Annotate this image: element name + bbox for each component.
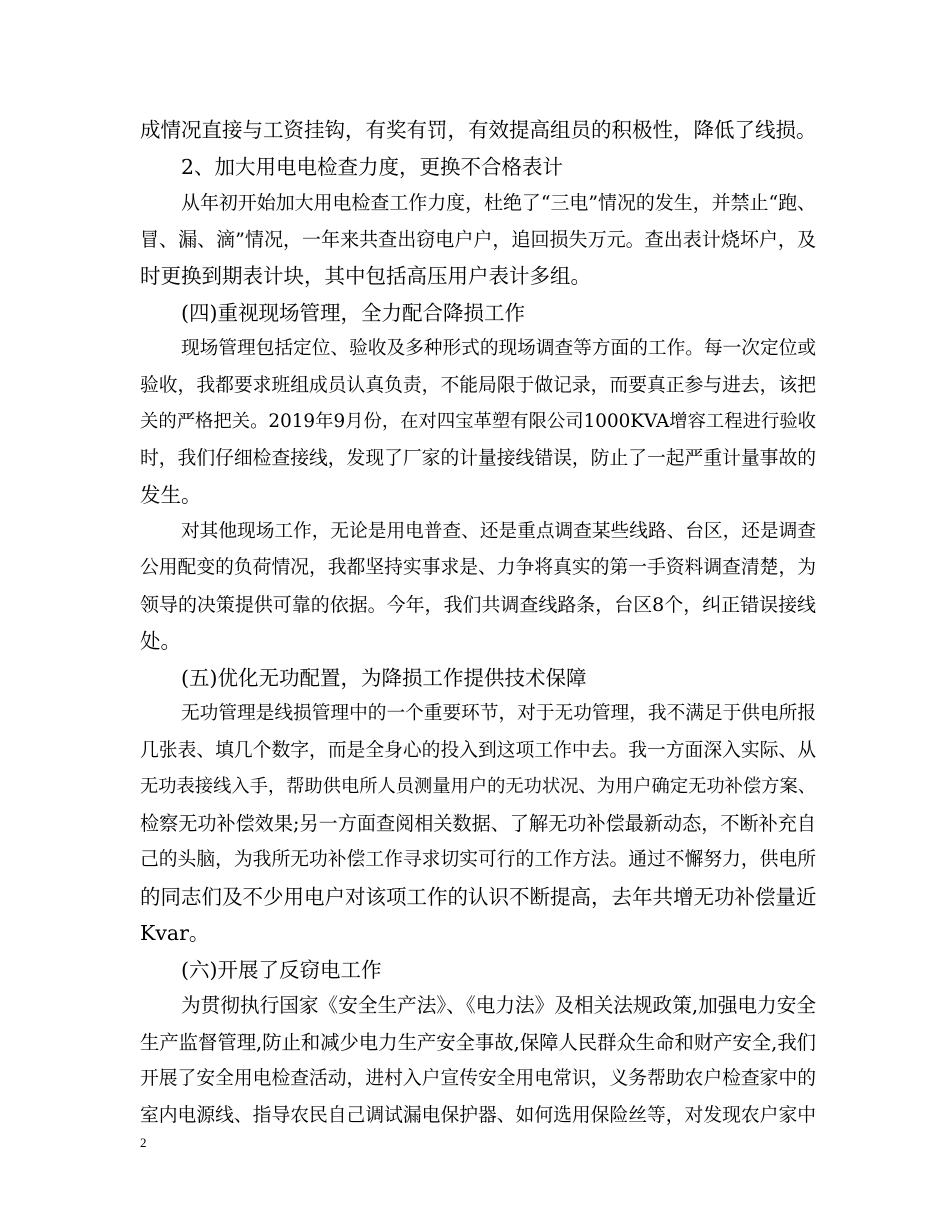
text-line: 为贯彻执行国家《安全生产法》、《电力法》及相关法规政策,加强电力安全 bbox=[181, 994, 816, 1017]
text-line: (四)重视现场管理，全力配合降损工作 bbox=[181, 300, 525, 325]
text-line: 对其他现场工作，无论是用电普查、还是重点调查某些线路、台区，还是调查 bbox=[181, 520, 816, 542]
text-line: 无功表接线入手，帮助供电所人员测量用户的无功状况、为用户确定无功补偿方案、 bbox=[140, 776, 816, 797]
text-line: 2、加大用电电检查力度，更换不合格表计 bbox=[181, 154, 564, 179]
text-line: 关的严格把关。2019年9月份，在对四宝革塑有限公司1000KVA增容工程进行验收 bbox=[140, 411, 816, 432]
text-line: 发生。 bbox=[140, 483, 202, 507]
text-line: 处。 bbox=[140, 629, 181, 653]
text-line: 从年初开始加大用电检查工作力度，杜绝了“三电”情况的发生，并禁止“跑、 bbox=[181, 192, 817, 214]
text-line: 验收，我都要求班组成员认真负责，不能局限于做记录，而要真正参与进去，该把 bbox=[140, 374, 816, 396]
text-line: (六)开展了反窃电工作 bbox=[181, 957, 382, 982]
text-line: 冒、漏、滴”情况，一年来共查出窃电户户，追回损失万元。查出表计烧坏户，及 bbox=[140, 228, 816, 251]
text-line: 检察无功补偿效果;另一方面查阅相关数据、了解无功补偿最新动态，不断补充自 bbox=[140, 811, 816, 835]
text-line: 的同志们及不少用电户对该项工作的认识不断提高，去年共增无功补偿量近 bbox=[140, 884, 817, 909]
text-line: 公用配变的负荷情况，我都坚持实事求是、力争将真实的第一手资料调查清楚，为 bbox=[140, 557, 816, 578]
text-line: 时，我们仔细检查接线，发现了厂家的计量接线错误，防止了一起严重计量事故的 bbox=[140, 447, 816, 469]
text-line: 开展了安全用电检查活动，进村入户宣传安全用电常识，义务帮助农户检查家中的 bbox=[140, 1068, 816, 1089]
text-line: 时更换到期表计块，其中包括高压用户表计多组。 bbox=[140, 264, 591, 288]
text-line: Kvar。 bbox=[140, 921, 210, 945]
text-line: 无功管理是线损管理中的一个重要环节，对于无功管理，我不满足于供电所报 bbox=[181, 703, 816, 724]
text-line: 室内电源线、指导农民自己调试漏电保护器、如何选用保险丝等，对发现农户家中 bbox=[140, 1104, 816, 1126]
text-line: 成情况直接与工资挂钩，有奖有罚，有效提高组员的积极性，降低了线损。 bbox=[140, 118, 817, 142]
page-number: 2 bbox=[140, 1135, 147, 1150]
text-line: 生产监督管理,防止和减少电力生产安全事故,保障人民群众生命和财产安全,我们 bbox=[140, 1030, 816, 1054]
text-line: 几张表、填几个数字，而是全身心的投入到这项工作中去。我一方面深入实际、从 bbox=[140, 739, 816, 761]
text-line: 己的头脑，为我所无功补偿工作寻求切实可行的工作方法。通过不懈努力，供电所 bbox=[140, 849, 816, 870]
text-line: 现场管理包括定位、验收及多种形式的现场调查等方面的工作。每一次定位或 bbox=[181, 338, 816, 359]
text-line: 领导的决策提供可靠的依据。今年，我们共调查线路条，台区8个，纠正错误接线 bbox=[140, 593, 816, 616]
text-line: (五)优化无功配置，为降损工作提供技术保障 bbox=[181, 665, 587, 690]
document-body bbox=[140, 112, 816, 1134]
